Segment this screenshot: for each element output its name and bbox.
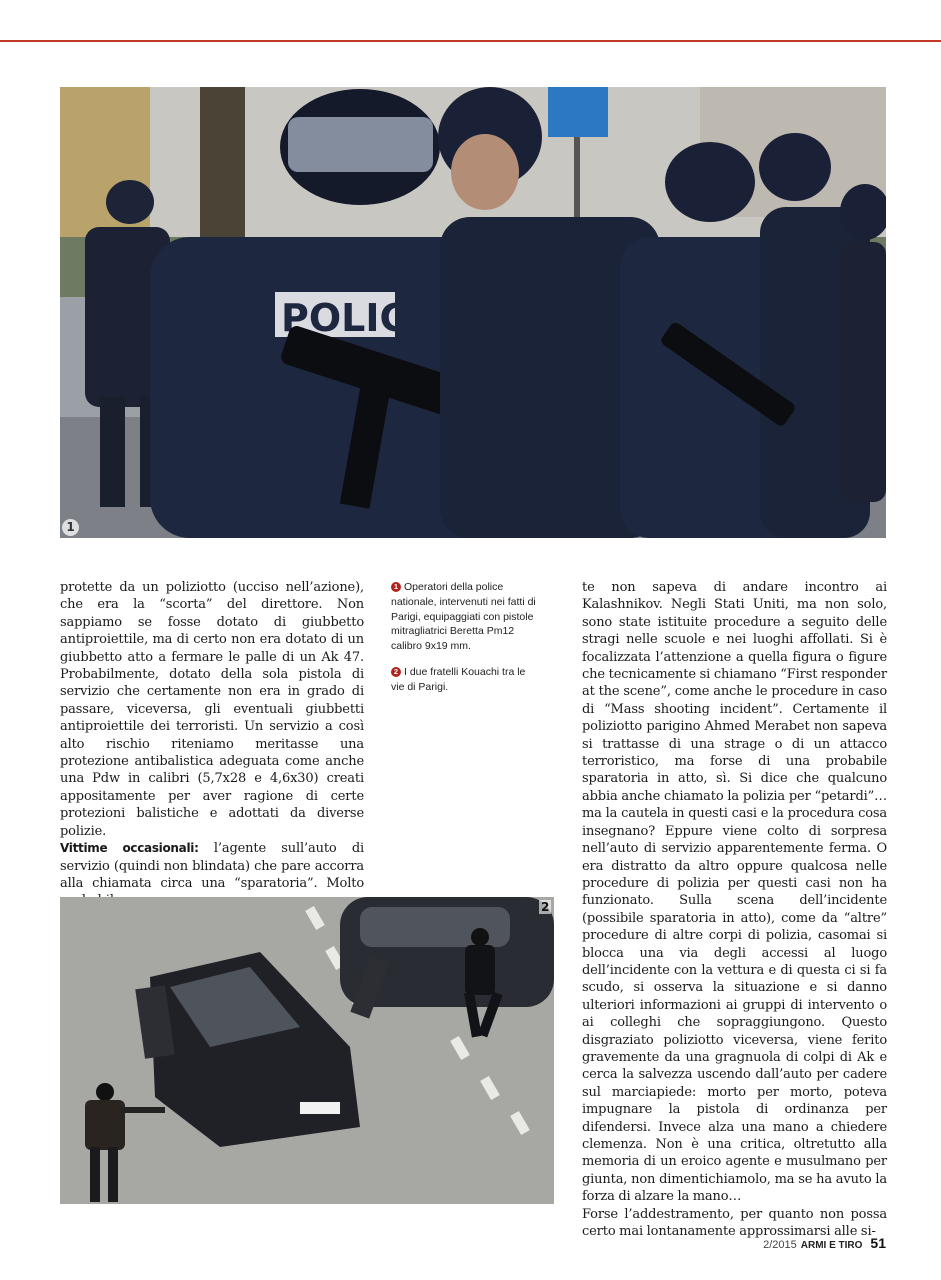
photo-police-officers-illustration: [60, 87, 886, 538]
paragraph-heading: Vittime occasionali:: [60, 841, 199, 856]
paragraph: Forse l’addestramento, per quanto non possa certo mai lontanamente approssimarsi alle si-: [582, 1206, 887, 1240]
photo-number-badge-2: 2: [541, 900, 550, 914]
paragraph: te non sapeva di andare incontro ai Kalashnikov. Negli Stati Uniti, ma non solo, sono state istituite procedure a seguito delle stragi nelle scuole e nei luoghi affollati. Si è focalizzata l’attenzione a quella figura o figure che tecnicamente si chiamano “First responder at the scene”, come anche le procedure in caso di “Mass shooting incident”. Certamente il poliziotto parigino Ahmed Merabet non sapeva si trattasse di una strage o di un attacco terroristico, ma forse di una probabile sparatoria in atto, sì. Si dice che qualcuno abbia anche chiamato la polizia per “petardi”… ma la cautela in questi casi e la procedura cosa insegnano? Eppure viene colto di sorpresa nell’auto di servizio apparentemente ferma. O era distratto da altro oppure qualcosa nelle procedure di polizia per questi casi non ha funzionato. Sulla scena dell’incidente (possibile sparatoria in atto), come da “altre” procedure di altre corpi di polizia, casomai si blocca una via degli accessi al luogo dell’incidente con la vettura e di questa ci si fa scudo, si osserva la situazione e si danno ulteriori informazioni ai gruppi di intervento o ai colleghi che sopraggiungono. Questo disgraziato poliziotto viceversa, viene ferito gravemente da una gragnuola di colpi di Ak e cerca la salvezza uscendo dall’auto per cadere sul marciapiede: morto per morto, poteva impugnare la pistola di ordinanza per difendersi. Invece alza una mano a chiedere clemenza. Non è una critica, oltretutto alla memoria di un eroico agente e musulmano per giunta, non dimentichiamolo, ma se ha avuto la forza di alzare la mano…: [582, 580, 887, 1205]
vest-lettering: POLICE: [281, 296, 434, 340]
photo-street-scene: [60, 897, 554, 1204]
photo-police-officers: [60, 87, 886, 538]
page-footer: [763, 1235, 886, 1251]
photo-number-badge-1: 1: [62, 519, 79, 536]
caption-1: [391, 580, 541, 654]
issue-number: 2/2015: [763, 1239, 797, 1251]
paragraph: protette da un poliziotto (ucciso nell’azione), che era la “scorta” del direttore. Non sappiamo se fosse dotato di giubbetto antiproiettile, ma di certo non era dotato di un giubbetto atto a fermare le palle di un Ak 47. Probabilmente, dotato della sola pistola di servizio che certamente non era in grado di passare, viceversa, gli eventuali giubbetti antiproiettile dei terroristi. Un servizio a così alto rischio riteniamo meritasse una protezione antibalistica adeguata come anche una Pdw in calibri (5,7x28 e 4,6x30) creati appositamente per aver ragione di certe protezioni balistiche e adottati da diverse polizie.: [60, 580, 364, 839]
caption-2: [391, 665, 541, 695]
top-rule: [0, 40, 941, 42]
page-number: 51: [870, 1235, 886, 1251]
paragraph-text: l’agente sull’auto di servizio (quindi non blindata) che pare accorra alla chiamata circa una “sparatoria”. Molto: [60, 841, 364, 891]
article-right-column: [582, 579, 887, 1240]
photo-street-scene-illustration: [60, 897, 554, 1204]
article-left-column: [60, 579, 364, 910]
caption-text: Operatori della police nationale, intervenuti nei fatti di Parigi, equipaggiati con pistole mitragliatrici Beretta Pm12 calibro 9x19 mm.: [391, 581, 536, 653]
photo-captions: [391, 580, 541, 706]
caption-number-icon: 1: [391, 582, 401, 592]
caption-text: I due fratelli Kouachi tra le vie di Parigi.: [391, 665, 526, 693]
caption-number-icon: 2: [391, 667, 401, 677]
magazine-name: ARMI E TIRO: [800, 1240, 863, 1251]
